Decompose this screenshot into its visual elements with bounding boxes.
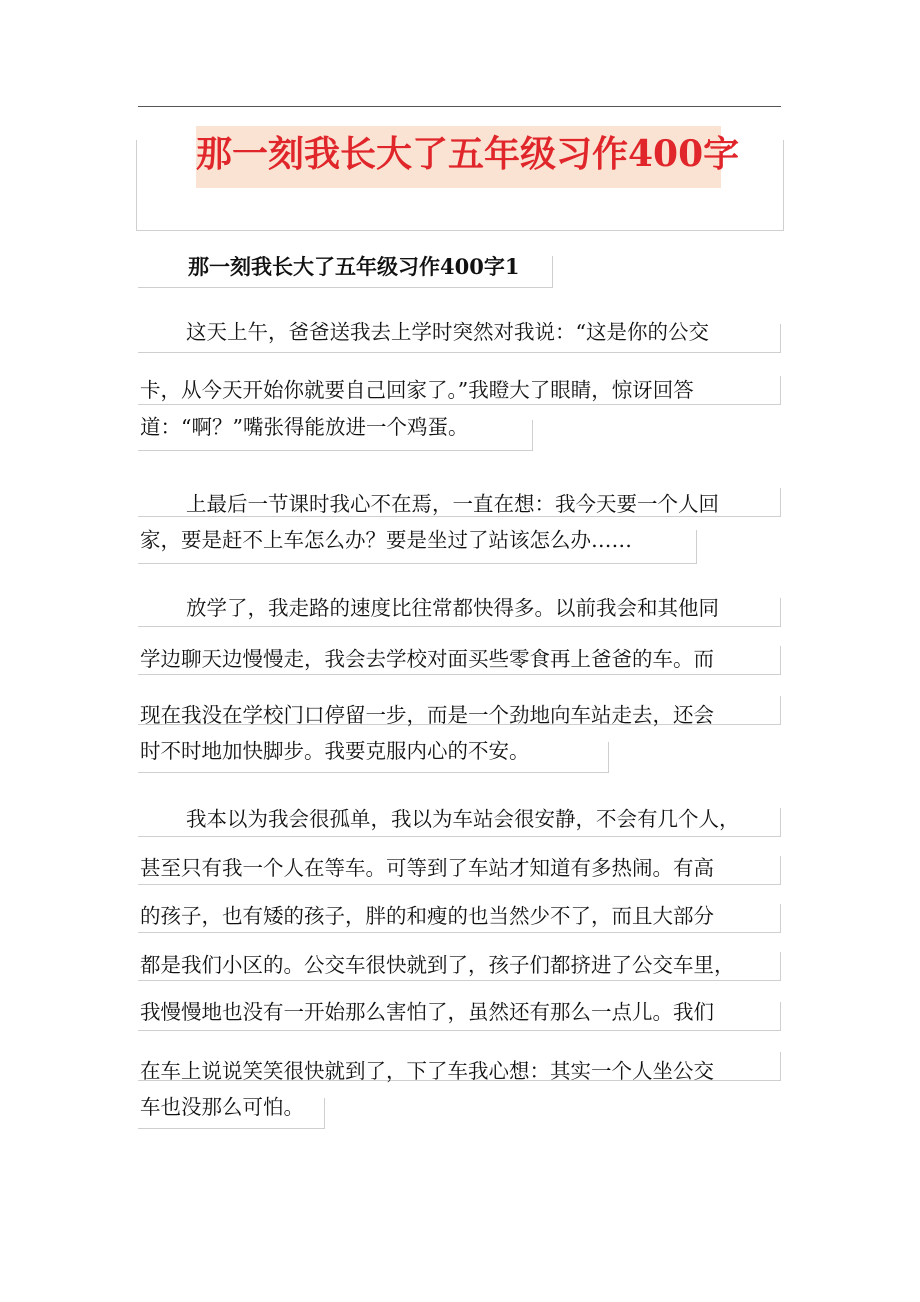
- top-rule: [138, 106, 781, 107]
- paragraph-1-line-1: 这天上午，爸爸送我去上学时突然对我说：“这是你的公交: [186, 320, 709, 344]
- paragraph-4-line-7: 车也没那么可怕。: [140, 1095, 304, 1119]
- paragraph-4-line-1: 我本以为我会很孤单，我以为车站会很安静，不会有几个人，: [186, 807, 740, 831]
- paragraph-3-line-1: 放学了，我走路的速度比往常都快得多。以前我会和其他同: [186, 596, 719, 620]
- paragraph-4-line-5: 我慢慢地也没有一开始那么害怕了，虽然还有那么一点儿。我们: [140, 1000, 714, 1024]
- document-title: 那一刻我长大了五年级习作400字: [196, 126, 721, 188]
- paragraph-1-line-3: 道：“啊？”嘴张得能放进一个鸡蛋。: [140, 415, 469, 439]
- paragraph-4-line-6: 在车上说说笑笑很快就到了，下了车我心想：其实一个人坐公交: [140, 1059, 714, 1083]
- section-heading: 那一刻我长大了五年级习作400字1: [188, 254, 520, 279]
- paragraph-3-line-4: 时不时地加快脚步。我要克服内心的不安。: [140, 739, 530, 763]
- paragraph-4-line-2: 甚至只有我一个人在等车。可等到了车站才知道有多热闹。有高: [140, 856, 714, 880]
- paragraph-3-line-2: 学边聊天边慢慢走，我会去学校对面买些零食再上爸爸的车。而: [140, 647, 714, 671]
- paragraph-4-line-3: 的孩子，也有矮的孩子，胖的和瘦的也当然少不了，而且大部分: [140, 904, 714, 928]
- paragraph-4-line-4: 都是我们小区的。公交车很快就到了，孩子们都挤进了公交车里，: [140, 953, 735, 977]
- paragraph-1-line-2: 卡，从今天开始你就要自己回家了。”我瞪大了眼睛，惊讶回答: [140, 378, 694, 402]
- paragraph-2-line-1: 上最后一节课时我心不在焉，一直在想：我今天要一个人回: [186, 492, 719, 516]
- paragraph-2-line-2: 家，要是赶不上车怎么办？要是坐过了站该怎么办……: [140, 528, 632, 552]
- paragraph-3-line-3: 现在我没在学校门口停留一步，而是一个劲地向车站走去，还会: [140, 703, 714, 727]
